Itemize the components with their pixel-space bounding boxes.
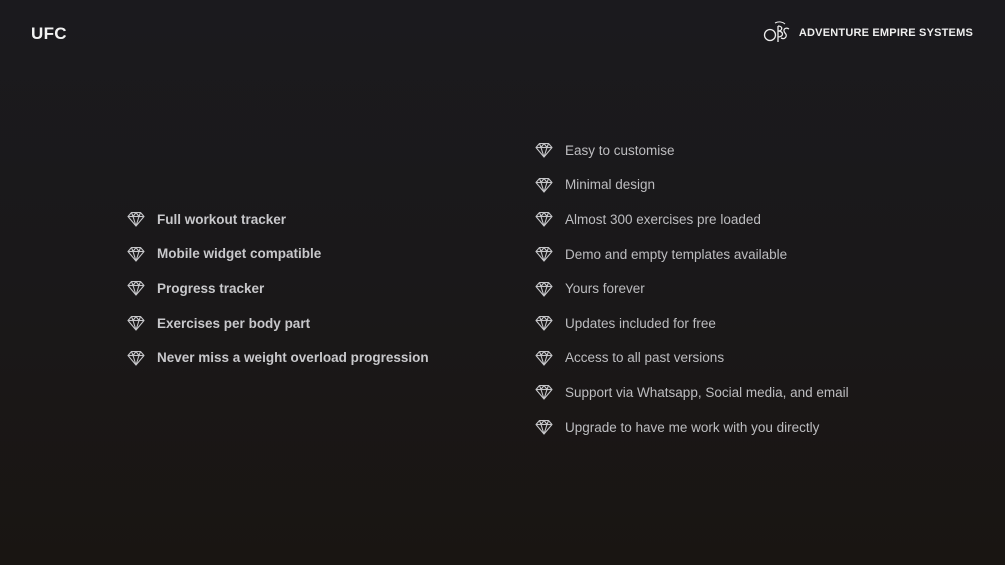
- company-name: ADVENTURE EMPIRE SYSTEMS: [798, 27, 973, 39]
- feature-label: Access to all past versions: [565, 350, 725, 366]
- feature-label: Minimal design: [565, 177, 656, 193]
- feature-label: Support via Whatsapp, Social media, and email: [565, 384, 849, 400]
- secondary-features-list: [535, 133, 849, 444]
- list-item: [127, 340, 429, 375]
- feature-label: Never miss a weight overload progression: [157, 350, 429, 366]
- company-logo: [763, 20, 793, 46]
- feature-label: Updates included for free: [565, 315, 716, 331]
- brand-title: UFC: [31, 24, 67, 43]
- feature-label: Almost 300 exercises pre loaded: [565, 211, 761, 227]
- list-item: [535, 375, 849, 410]
- feature-label: Mobile widget compatible: [157, 246, 322, 262]
- list-item: [535, 133, 849, 168]
- diamond-icon: [535, 246, 553, 262]
- list-item: [127, 202, 429, 237]
- diamond-icon: [535, 142, 553, 158]
- list-item: [535, 341, 849, 376]
- diamond-icon: [535, 281, 553, 297]
- feature-label: Demo and empty templates available: [565, 246, 788, 262]
- diamond-icon: [127, 280, 145, 296]
- diamond-icon: [535, 211, 553, 227]
- list-item: [535, 202, 849, 237]
- list-item: [535, 410, 849, 445]
- diamond-icon: [127, 211, 145, 227]
- list-item: [535, 271, 849, 306]
- company-brand: [763, 20, 973, 46]
- diamond-icon: [127, 246, 145, 262]
- primary-features-list: [127, 202, 429, 375]
- diamond-icon: [127, 350, 145, 366]
- diamond-icon: [535, 177, 553, 193]
- feature-label: Upgrade to have me work with you directly: [565, 419, 820, 435]
- list-item: [127, 306, 429, 341]
- diamond-icon: [535, 419, 553, 435]
- list-item: [127, 271, 429, 306]
- list-item: [535, 306, 849, 341]
- list-item: [535, 168, 849, 203]
- list-item: [127, 237, 429, 272]
- feature-label: Progress tracker: [157, 280, 265, 296]
- diamond-icon: [127, 315, 145, 331]
- diamond-icon: [535, 350, 553, 366]
- feature-label: Easy to customise: [565, 142, 675, 158]
- feature-label: Exercises per body part: [157, 315, 311, 331]
- diamond-icon: [535, 384, 553, 400]
- feature-label: Yours forever: [565, 281, 645, 297]
- list-item: [535, 237, 849, 272]
- feature-label: Full workout tracker: [157, 211, 287, 227]
- diamond-icon: [535, 315, 553, 331]
